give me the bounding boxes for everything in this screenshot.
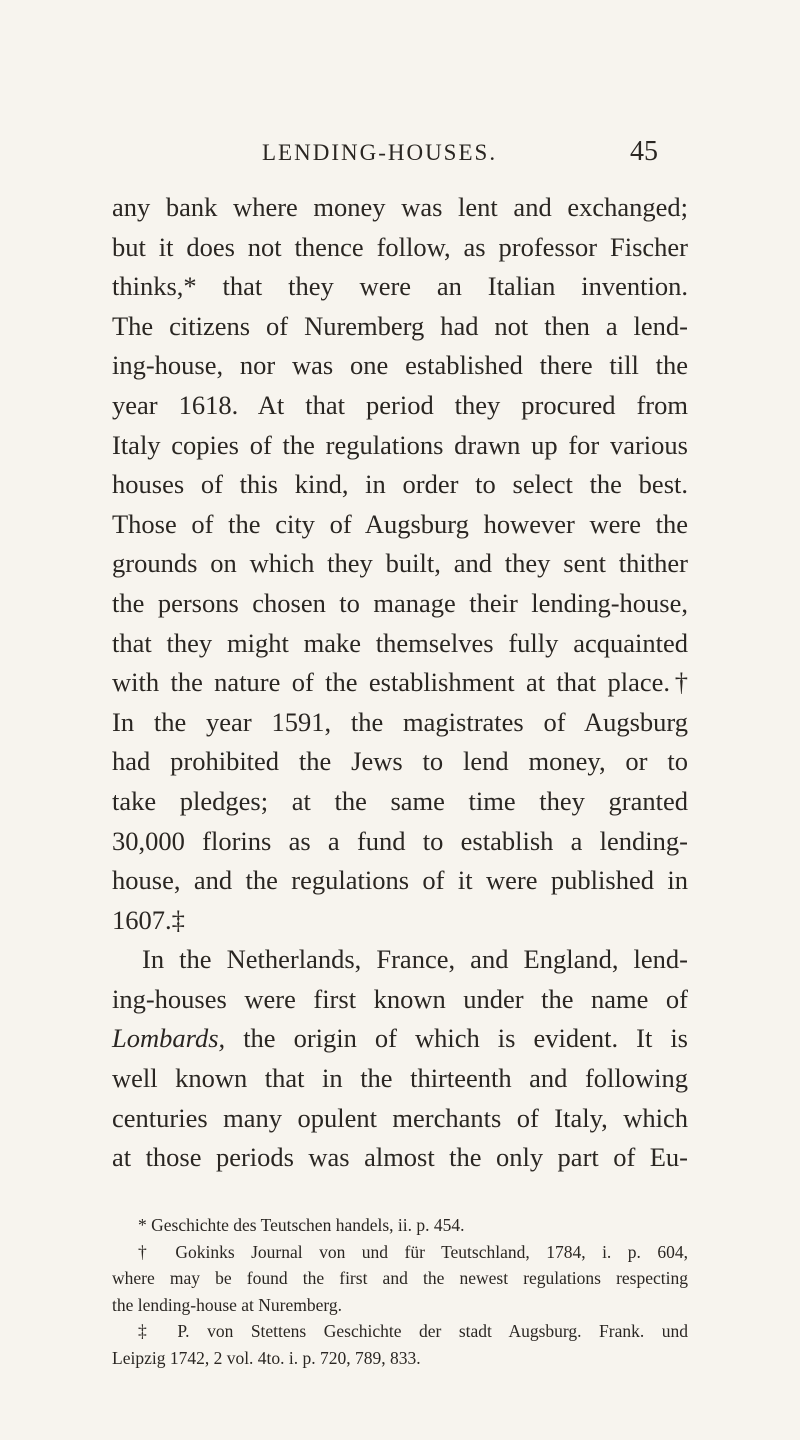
text-line: year 1618. At that period they procured from xyxy=(112,389,688,420)
footnote-1: * Geschichte des Teutschen handels, ii. p. 454. xyxy=(138,1215,465,1235)
text-line: the persons chosen to manage their lending-house, xyxy=(112,587,688,618)
text-line: 30,000 florins as a fund to establish a lending- xyxy=(112,825,688,856)
footnote-2-line: the lending-house at Nuremberg. xyxy=(112,1294,343,1315)
text-line: 1607.‡ xyxy=(112,904,185,935)
text-line: take pledges; at the same time they granted xyxy=(112,785,688,816)
text-line-with-italic xyxy=(112,1019,688,1059)
italic-term: Lombards, xyxy=(112,1023,226,1054)
text-line: house, and the regulations of it were published in xyxy=(112,865,688,896)
text-line: with the nature of the establishment at that place.† xyxy=(112,667,688,698)
body-text xyxy=(112,188,688,1178)
text-line: Those of the city of Augsburg however were the xyxy=(112,508,688,539)
text-span: the origin of which is evident. It is xyxy=(243,1023,688,1054)
text-line: had prohibited the Jews to lend money, or to xyxy=(112,746,688,777)
text-line: at those periods was almost the only part of Eu- xyxy=(112,1142,688,1173)
text-line: ing-houses were first known under the name of xyxy=(112,983,688,1014)
page-number: 45 xyxy=(630,136,658,167)
text-line: that they might make themselves fully acquainted xyxy=(112,627,688,658)
text-line: In the year 1591, the magistrates of Augsburg xyxy=(112,706,688,737)
page-header xyxy=(0,136,800,176)
text-line: ing-house, nor was one established there till the xyxy=(112,350,688,381)
footnote-2-line: where may be found the first and the newest regulations respecting xyxy=(112,1268,688,1288)
text-line: houses of this kind, in order to select the best. xyxy=(112,469,688,500)
text-line: Italy copies of the regulations drawn up for various xyxy=(112,429,688,460)
footnote-2-line: † Gokinks Journal von und für Teutschland, 1784, i. p. 604, xyxy=(138,1241,688,1262)
text-line: grounds on which they built, and they sent thither xyxy=(112,548,688,579)
footnote-3-line: Leipzig 1742, 2 vol. 4to. i. p. 720, 789, 833. xyxy=(112,1347,421,1368)
text-line: well known that in the thirteenth and following xyxy=(112,1063,688,1094)
text-line: In the Netherlands, France, and England, lend- xyxy=(142,944,688,975)
footnote-3-line: ‡ P. von Stettens Geschichte der stadt Augsburg. Frank. und xyxy=(138,1321,688,1341)
text-line: The citizens of Nuremberg had not then a lend- xyxy=(112,310,688,341)
running-head: LENDING-HOUSES. xyxy=(262,140,498,165)
footnotes xyxy=(112,1212,688,1371)
text-line: thinks,* that they were an Italian invention. xyxy=(112,271,688,302)
text-line: any bank where money was lent and exchanged; xyxy=(112,192,688,222)
text-line: centuries many opulent merchants of Italy, which xyxy=(112,1102,688,1133)
text-line: but it does not thence follow, as professor Fischer xyxy=(112,231,688,262)
